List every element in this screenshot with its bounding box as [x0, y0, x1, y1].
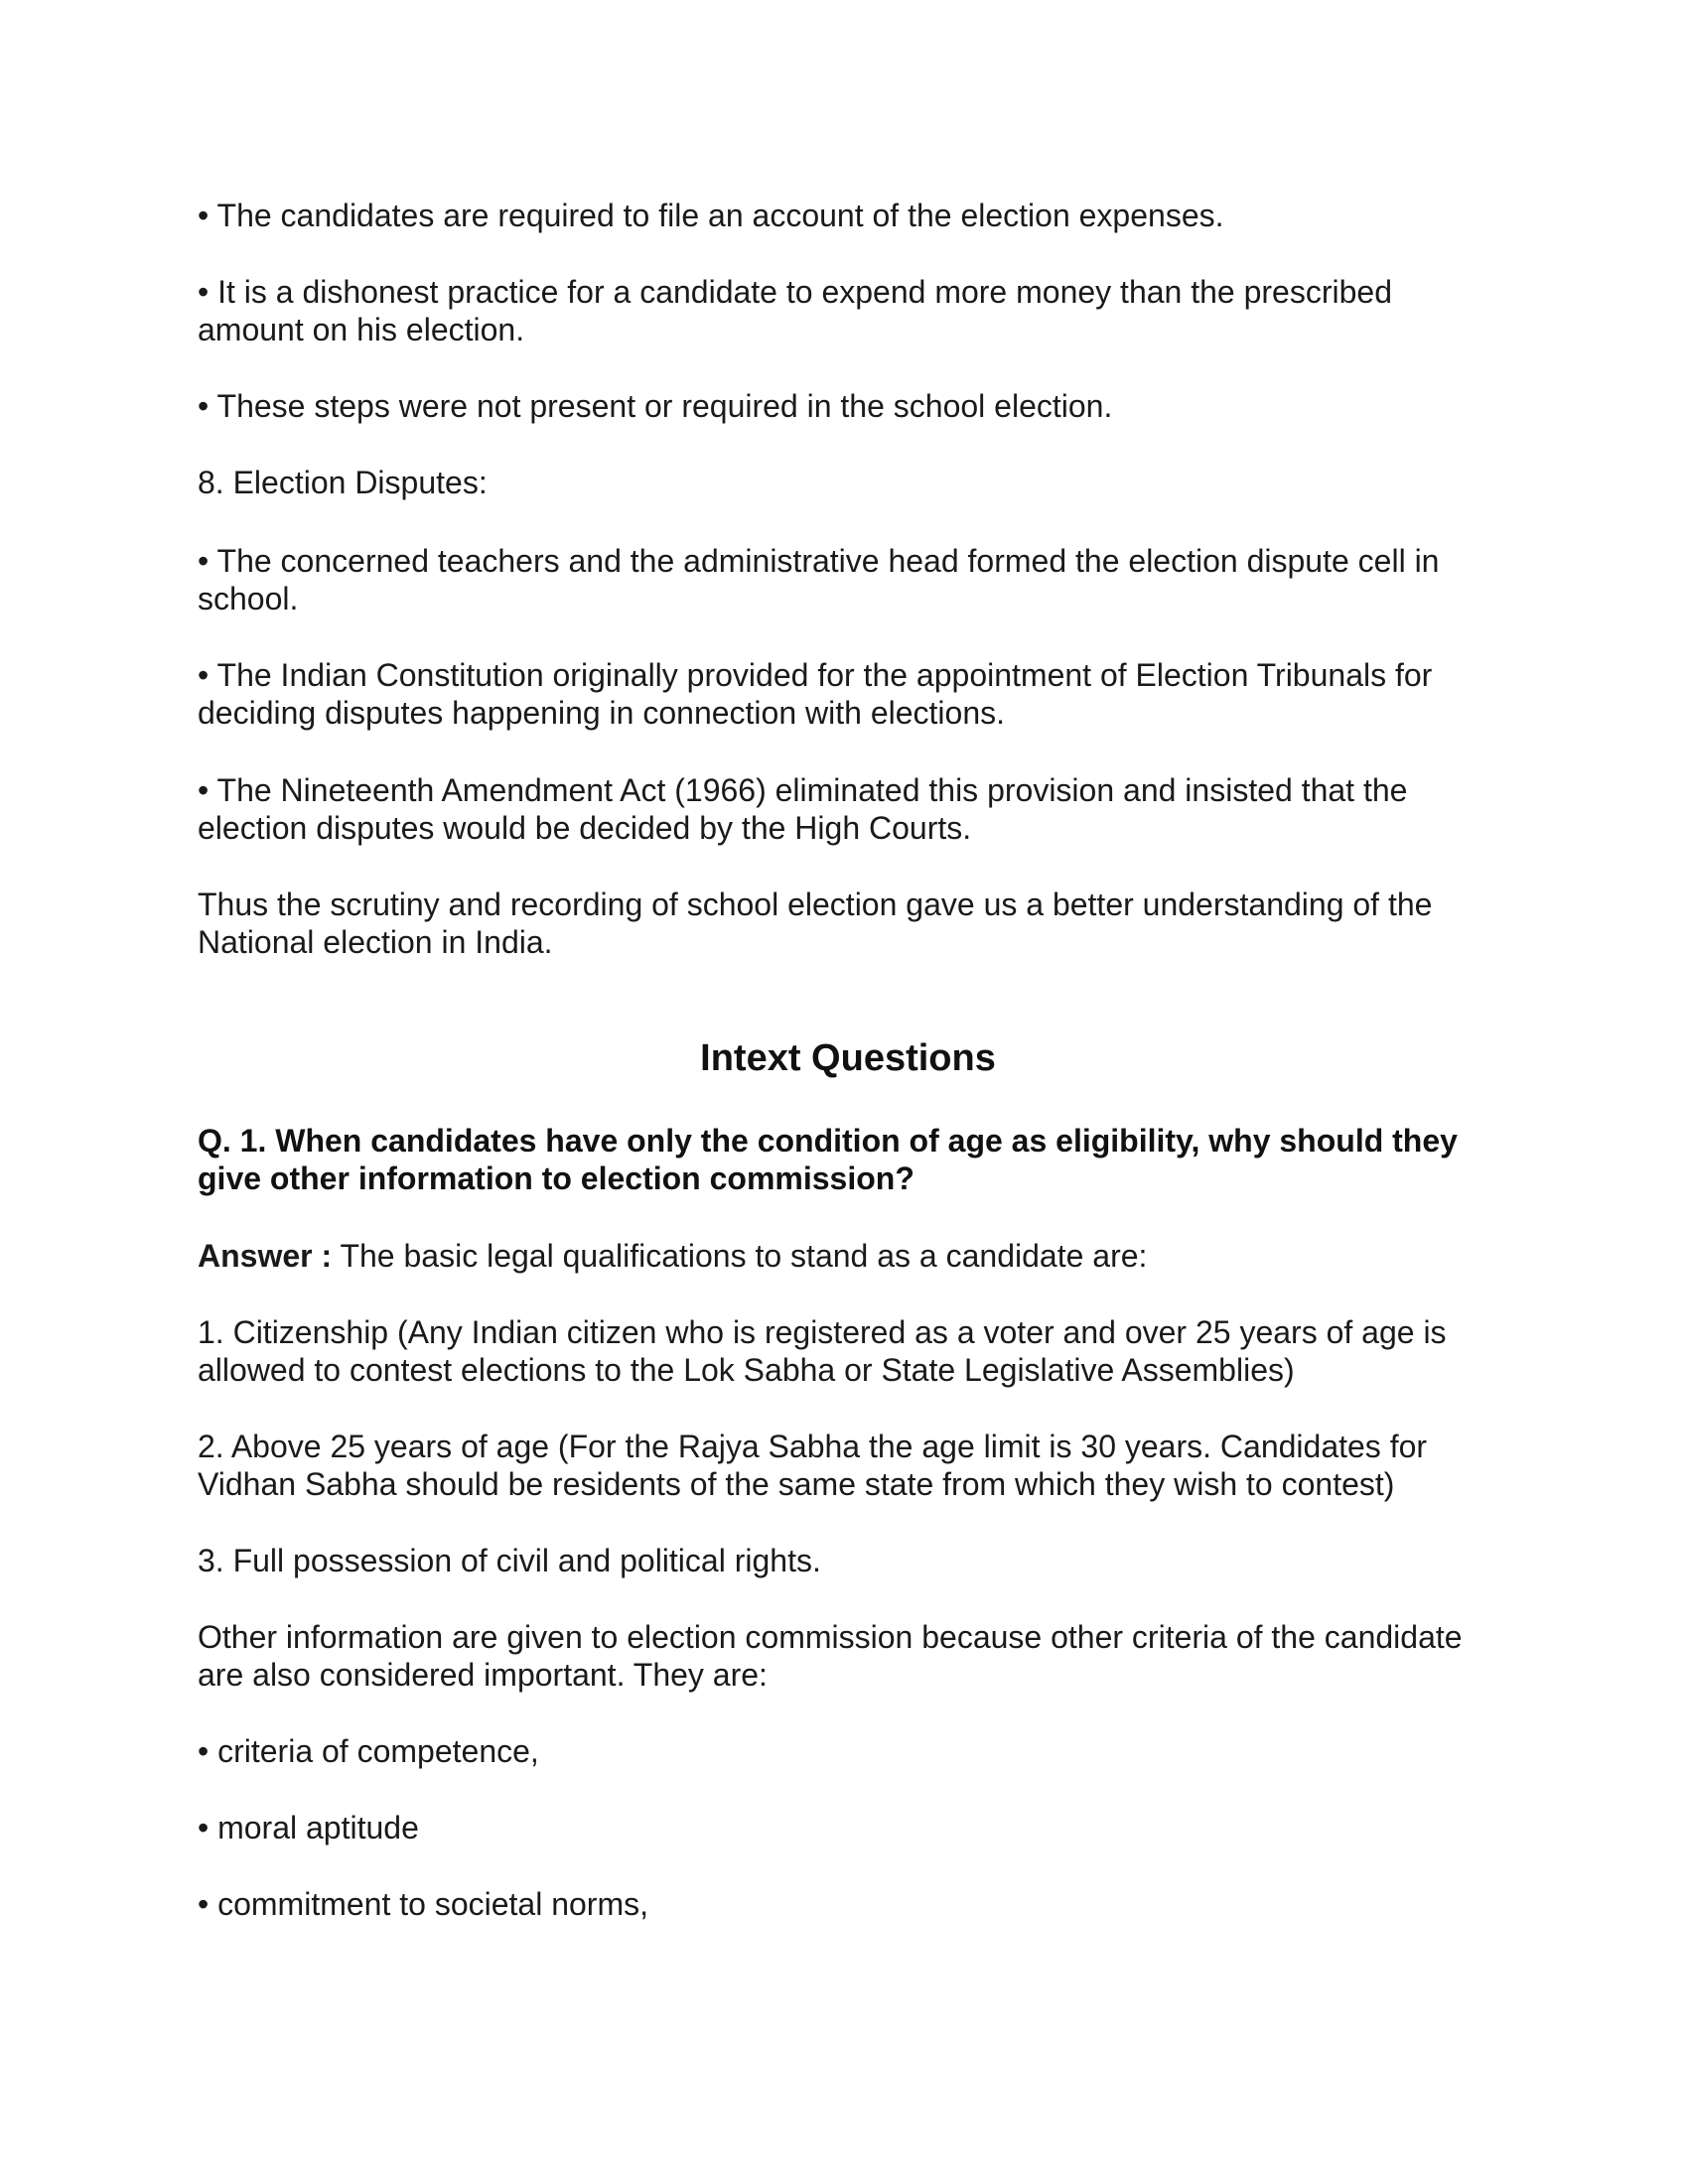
bullet-election-tribunals: • The Indian Constitution originally provided for the appointment of Election Tribunals for deciding disputes happening in connection with elections. — [198, 657, 1433, 731]
question-1: Q. 1. When candidates have only the condition of age as eligibility, why should they give other information to election commission? — [198, 1123, 1458, 1196]
answer-text: The basic legal qualifications to stand as a candidate are: — [332, 1238, 1148, 1274]
section-heading-election-disputes: 8. Election Disputes: — [198, 465, 488, 500]
bullet-school-steps: • These steps were not present or required in the school election. — [198, 388, 1113, 424]
criteria-moral-aptitude: • moral aptitude — [198, 1810, 419, 1845]
criteria-societal-norms: • commitment to societal norms, — [198, 1886, 648, 1922]
bullet-nineteenth-amendment: • The Nineteenth Amendment Act (1966) eliminated this provision and insisted that the election disputes would be decided by the High Courts. — [198, 772, 1408, 846]
bullet-dishonest-practice: • It is a dishonest practice for a candidate to expend more money than the prescribed amount on his election. — [198, 274, 1392, 347]
other-info-paragraph: Other information are given to election commission because other criteria of the candidate are also considered important. They are: — [198, 1619, 1463, 1693]
point-age: 2. Above 25 years of age (For the Rajya Sabha the age limit is 30 years. Candidates for Vidhan Sabha should be residents of the same state from which they wish to contest) — [198, 1429, 1428, 1502]
intext-questions-title: Intext Questions — [700, 1037, 996, 1079]
answer-label: Answer : — [198, 1238, 333, 1274]
bullet-dispute-cell: • The concerned teachers and the administrative head formed the election dispute cell in school. — [198, 543, 1440, 616]
point-citizenship: 1. Citizenship (Any Indian citizen who is registered as a voter and over 25 years of age is allowed to contest elections to the Lok Sabha or State Legislative Assemblies) — [198, 1314, 1447, 1388]
point-civil-rights: 3. Full possession of civil and political rights. — [198, 1543, 821, 1578]
conclusion-paragraph: Thus the scrutiny and recording of school election gave us a better understanding of the National election in India. — [198, 887, 1433, 960]
bullet-election-expenses: • The candidates are required to file an account of the election expenses. — [198, 198, 1224, 233]
answer-intro — [198, 1237, 1498, 1275]
criteria-competence: • criteria of competence, — [198, 1733, 539, 1769]
